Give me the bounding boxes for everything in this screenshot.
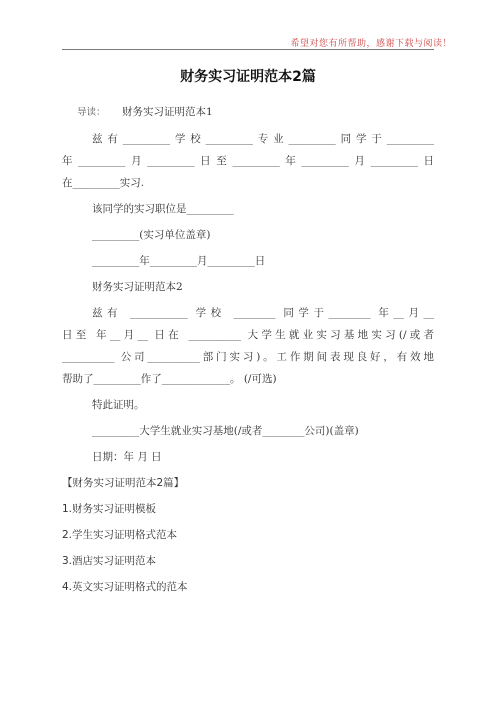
paragraph-5-line-4: 帮助了_________作了_____________。 (/可选) [62, 373, 277, 385]
paragraph-4: _________年_________月_________日 [92, 255, 266, 267]
lead-paragraph [62, 101, 434, 124]
related-item-1[interactable]: 1.财务实习证明模板 [62, 503, 157, 515]
paragraph-5-line-3: __________ 公司__________部门实习)。工作期间表现良好，有效地 [62, 351, 434, 363]
header-divider [62, 49, 434, 50]
paragraph-1-line-1: 兹有_________学校_________专业_________同学于_________ [92, 133, 434, 145]
paragraph-5-line-2: 日至 年__月__ 日在 __________ 大学生就业实习基地实习(/或者 [62, 329, 434, 341]
document-body [62, 101, 434, 598]
header-note: 希望对您有所帮助，感谢下载与阅读！ [290, 39, 452, 49]
section-2-title: 财务实习证明范本2 [92, 281, 183, 293]
related-item-2[interactable]: 2.学生实习证明格式范本 [62, 529, 178, 541]
paragraph-5-line-1: 兹有 ___________ 学校 ________ 同学于________ 年__月__ [92, 307, 434, 319]
page-title: 财务实习证明范本2篇 [180, 69, 316, 85]
lead-label: 导读： [77, 107, 106, 118]
paragraph-6: 特此证明。 [92, 399, 145, 411]
paragraph-3: _________(实习单位盖章) [92, 229, 211, 241]
paragraph-7: _________大学生就业实习基地(/或者________公司)(盖章) [92, 425, 359, 437]
paragraph-1-line-3: 在_________实习. [62, 177, 145, 189]
related-item-3[interactable]: 3.酒店实习证明范本 [62, 555, 157, 567]
lead-text: 财务实习证明范本1 [122, 106, 213, 118]
paragraph-8: 日期：年 月 日 [92, 451, 162, 463]
related-title: 【财务实习证明范本2篇】 [62, 477, 185, 489]
paragraph-1-line-2: 年_________月_________日至_________年_________月_________日 [62, 155, 434, 167]
related-item-4[interactable]: 4.英文实习证明格式的范本 [62, 581, 188, 593]
paragraph-2: 该同学的实习职位是_________ [92, 203, 234, 215]
